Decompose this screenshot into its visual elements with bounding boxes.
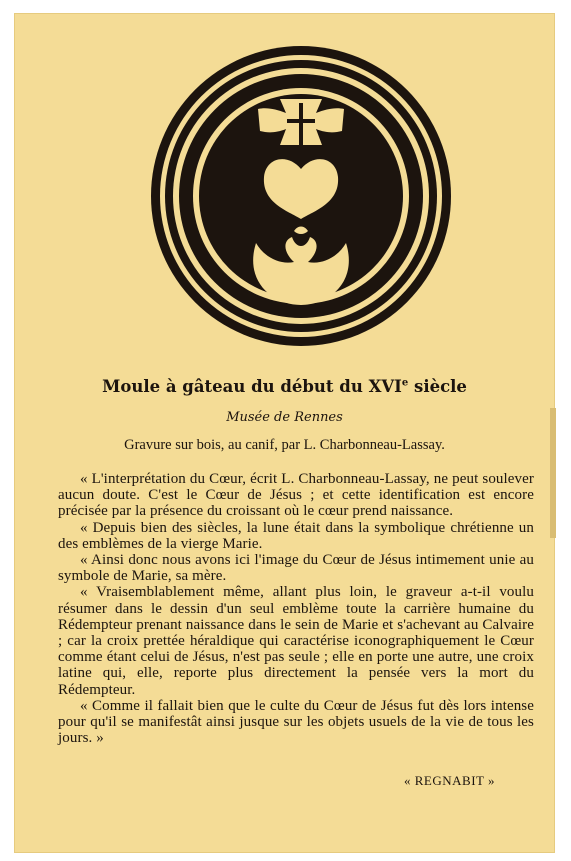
body-text [58,471,534,746]
credit-line: Gravure sur bois, au canif, par L. Charbonneau-Lassay. [124,437,445,453]
title-superscript: e [401,377,409,389]
card-fold-edge [550,408,556,538]
sacred-heart-woodcut-icon [148,43,454,349]
postcard [14,13,555,853]
paragraph: « L'interprétation du Cœur, écrit L. Charbonneau-Lassay, ne peut soulever aucun doute. C'est le Cœur de Jésus ; et cette identification est encore précisée par la présence du croissant où le cœur prend naissance. [58,471,534,520]
page-title [14,377,555,396]
title-end: siècle [408,377,467,396]
title-main: Moule à gâteau du début du XVI [102,377,402,396]
signature: « REGNABIT » [404,773,495,788]
museum-caption: Musée de Rennes [226,410,343,425]
paragraph: « Ainsi donc nous avons ici l'image du Cœur de Jésus intimement unie au symbole de Marie, sa mère. [58,552,534,585]
paragraph: « Vraisemblablement même, allant plus loin, le graveur a-t-il voulu résumer dans le dessin d'un seul emblème toute la carrière humaine du Rédempteur prenant naissance dans le sein de Marie et s'achevant au Calvaire ; car la croix prettée héraldique qui caractérise iconographiquement le Cœur comme étant celui de Jésus, n'est pas seule ; elle en porte une autre, une croix latine qui, elle, reporte plus directement la pensée vers la mort du Rédempteur. [58,584,534,698]
paragraph: « Depuis bien des siècles, la lune était dans la symbolique chrétienne un des emblèmes de la vierge Marie. [58,519,534,552]
paragraph: « Comme il fallait bien que le culte du Cœur de Jésus fut dès lors intense pour qu'il se manifestât ainsi jusque sur les objets usuels de la vie de tous les jours. » [58,697,534,747]
